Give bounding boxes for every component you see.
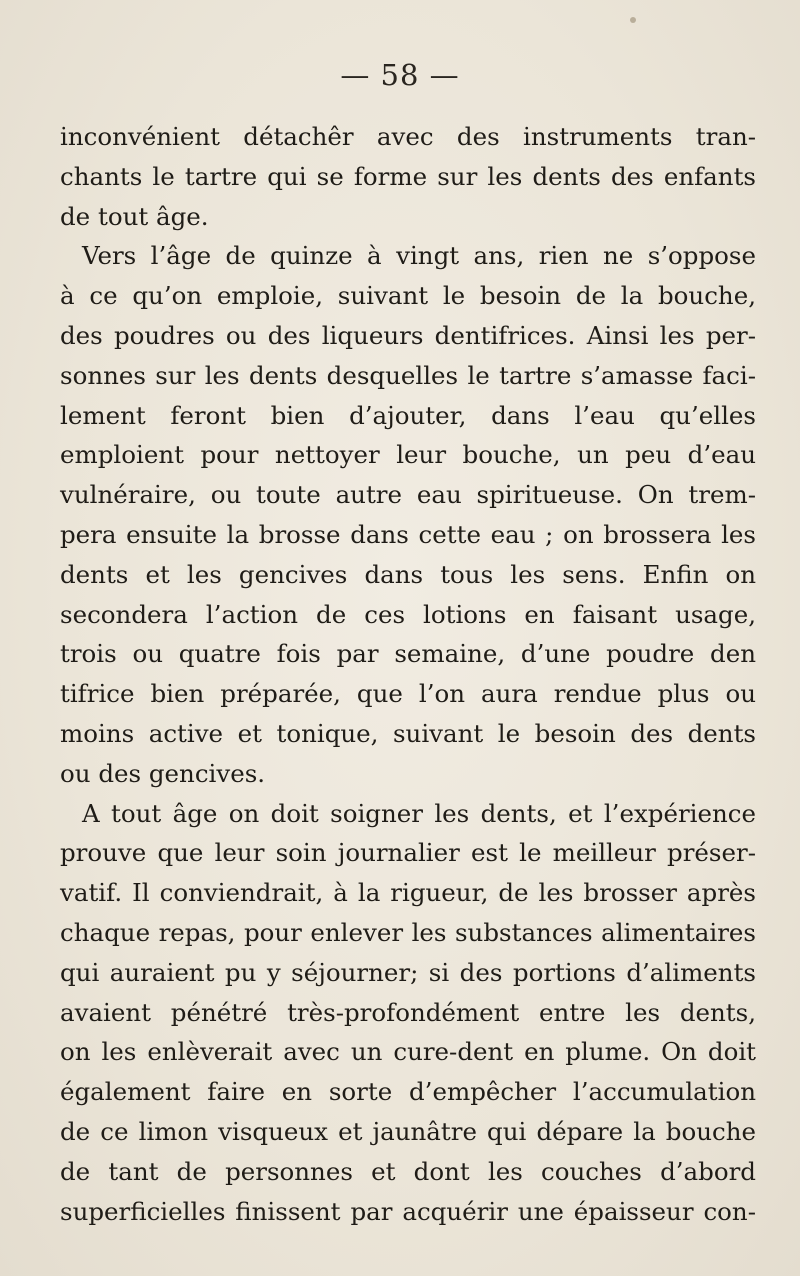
text-line: Vers l’âge de quinze à vingt ans, rien ne s’oppose xyxy=(82,241,756,271)
text-line: pera ensuite la brosse dans cette eau ; on brossera les xyxy=(60,519,756,549)
text-line: secondera l’action de ces lotions en faisant usage, xyxy=(60,599,756,629)
text-line: vatif. Il conviendrait, à la rigueur, de les brosser après xyxy=(60,878,756,908)
ink-speck xyxy=(630,17,636,23)
text-line: on les enlèverait avec un cure-dent en plume. On doit xyxy=(60,1037,756,1067)
text-line: A tout âge on doit soigner les dents, et l’expérience xyxy=(82,798,756,828)
text-line: de tant de personnes et dont les couches d’abord xyxy=(60,1156,756,1186)
text-line: également faire en sorte d’empêcher l’accumulation xyxy=(60,1077,756,1107)
text-line: de tout âge. xyxy=(60,201,209,231)
text-line: moins active et tonique, suivant le besoin des dents xyxy=(60,718,756,748)
text-line: lement feront bien d’ajouter, dans l’eau qu’elles xyxy=(60,400,756,430)
page-number: — 58 — xyxy=(340,58,460,92)
text-line: vulnéraire, ou toute autre eau spiritueuse. On trem- xyxy=(60,480,756,510)
text-line: ou des gencives. xyxy=(60,758,266,788)
text-line: tifrice bien préparée, que l’on aura rendue plus ou xyxy=(60,679,756,709)
text-line: emploient pour nettoyer leur bouche, un peu d’eau xyxy=(60,440,756,470)
text-line: avaient pénétré très-profondément entre les dents, xyxy=(60,997,756,1027)
text-line: à ce qu’on emploie, suivant le besoin de la bouche, xyxy=(60,281,756,311)
text-line: qui auraient pu y séjourner; si des portions d’aliments xyxy=(60,957,756,987)
text-line: sonnes sur les dents desquelles le tartre s’amasse faci- xyxy=(60,360,756,390)
text-line: dents et les gencives dans tous les sens. Enfin on xyxy=(60,559,756,589)
text-line: de ce limon visqueux et jaunâtre qui dépare la bouche xyxy=(60,1116,756,1146)
text-line: chaque repas, pour enlever les substances alimentaires xyxy=(60,917,756,947)
text-line: prouve que leur soin journalier est le meilleur préser- xyxy=(60,838,756,868)
body-text xyxy=(60,117,756,1231)
text-line: des poudres ou des liqueurs dentifrices. Ainsi les per- xyxy=(60,320,756,350)
text-line: superficielles finissent par acquérir une épaisseur con- xyxy=(60,1196,756,1226)
text-line: chants le tartre qui se forme sur les dents des enfants xyxy=(60,161,756,191)
text-line: trois ou quatre fois par semaine, d’une poudre den xyxy=(60,639,756,669)
text-line: inconvénient détachêr avec des instruments tran- xyxy=(60,122,756,151)
